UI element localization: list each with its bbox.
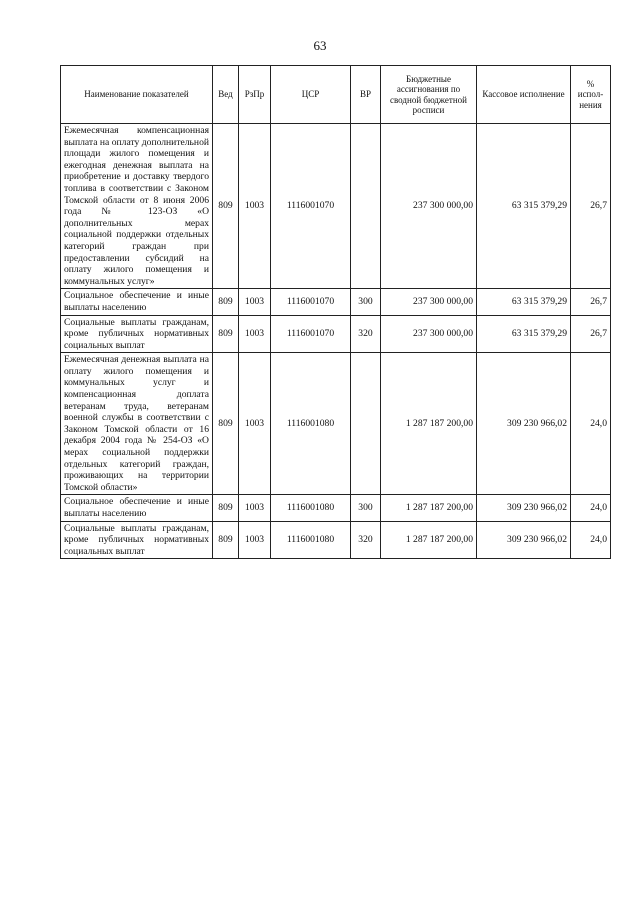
row-ved: 809 <box>213 521 239 559</box>
row-cash: 63 315 379,29 <box>477 315 571 353</box>
row-budget: 1 287 187 200,00 <box>381 353 477 495</box>
row-vr: 300 <box>351 289 381 315</box>
table-header-row <box>61 66 611 124</box>
row-pct: 26,7 <box>571 124 611 289</box>
row-pct: 26,7 <box>571 315 611 353</box>
row-name: Социальное обеспечение и иные выплаты населению <box>61 495 213 521</box>
row-cash: 63 315 379,29 <box>477 124 571 289</box>
row-ved: 809 <box>213 495 239 521</box>
row-rzpr: 1003 <box>239 124 271 289</box>
row-rzpr: 1003 <box>239 315 271 353</box>
header-ved: Вед <box>213 66 239 124</box>
table-row <box>61 124 611 289</box>
row-csr: 1116001080 <box>271 521 351 559</box>
header-name: Наименование показателей <box>61 66 213 124</box>
row-vr <box>351 353 381 495</box>
row-rzpr: 1003 <box>239 289 271 315</box>
row-csr: 1116001070 <box>271 289 351 315</box>
table-row <box>61 353 611 495</box>
page-number: 63 <box>313 38 327 53</box>
row-pct: 24,0 <box>571 521 611 559</box>
table-row <box>61 521 611 559</box>
row-cash: 309 230 966,02 <box>477 353 571 495</box>
row-ved: 809 <box>213 353 239 495</box>
row-vr: 320 <box>351 521 381 559</box>
header-csr: ЦСР <box>271 66 351 124</box>
row-ved: 809 <box>213 124 239 289</box>
row-budget: 1 287 187 200,00 <box>381 521 477 559</box>
row-budget: 237 300 000,00 <box>381 315 477 353</box>
row-csr: 1116001070 <box>271 124 351 289</box>
row-name: Ежемесячная денежная выплата на оплату жилого помещения и коммунальных услуг и компенсационная доплата ветеранам труда, ветеранам военной службы в соответствии с Законом Томской области от 16 декабря 2004 года № 254-ОЗ «О мерах социальной поддержки отдельных категорий граждан, проживающих на территории Томской области» <box>61 353 213 495</box>
table-row <box>61 495 611 521</box>
row-csr: 1116001070 <box>271 315 351 353</box>
budget-table <box>60 65 611 559</box>
row-budget: 1 287 187 200,00 <box>381 495 477 521</box>
row-pct: 24,0 <box>571 353 611 495</box>
row-name: Социальное обеспечение и иные выплаты населению <box>61 289 213 315</box>
table-row <box>61 315 611 353</box>
row-name: Социальные выплаты гражданам, кроме публичных нормативных социальных выплат <box>61 315 213 353</box>
header-budget: Бюджетные ассигнования по сводной бюджетной росписи <box>381 66 477 124</box>
row-csr: 1116001080 <box>271 495 351 521</box>
row-ved: 809 <box>213 315 239 353</box>
table-row <box>61 289 611 315</box>
row-budget: 237 300 000,00 <box>381 289 477 315</box>
row-rzpr: 1003 <box>239 521 271 559</box>
row-vr <box>351 124 381 289</box>
header-vr: ВР <box>351 66 381 124</box>
row-cash: 63 315 379,29 <box>477 289 571 315</box>
row-name: Социальные выплаты гражданам, кроме публичных нормативных социальных выплат <box>61 521 213 559</box>
row-vr: 300 <box>351 495 381 521</box>
header-rzpr: РзПр <box>239 66 271 124</box>
header-pct: % испол-нения <box>571 66 611 124</box>
row-name: Ежемесячная компенсационная выплата на оплату дополнительной площади жилого помещения и ежегодная денежная выплата на приобретение и доставку твердого топлива в соответствии с Законом Томской области от 8 июня 2006 года № 123-ОЗ «О дополнительных мерах социальной поддержки отдельных категорий граждан при предоставлении субсидий на оплату жилого помещения и коммунальных услуг» <box>61 124 213 289</box>
row-budget: 237 300 000,00 <box>381 124 477 289</box>
row-cash: 309 230 966,02 <box>477 495 571 521</box>
row-ved: 809 <box>213 289 239 315</box>
row-pct: 26,7 <box>571 289 611 315</box>
row-cash: 309 230 966,02 <box>477 521 571 559</box>
row-vr: 320 <box>351 315 381 353</box>
row-rzpr: 1003 <box>239 495 271 521</box>
row-csr: 1116001080 <box>271 353 351 495</box>
header-cash: Кассовое исполнение <box>477 66 571 124</box>
row-rzpr: 1003 <box>239 353 271 495</box>
row-pct: 24,0 <box>571 495 611 521</box>
